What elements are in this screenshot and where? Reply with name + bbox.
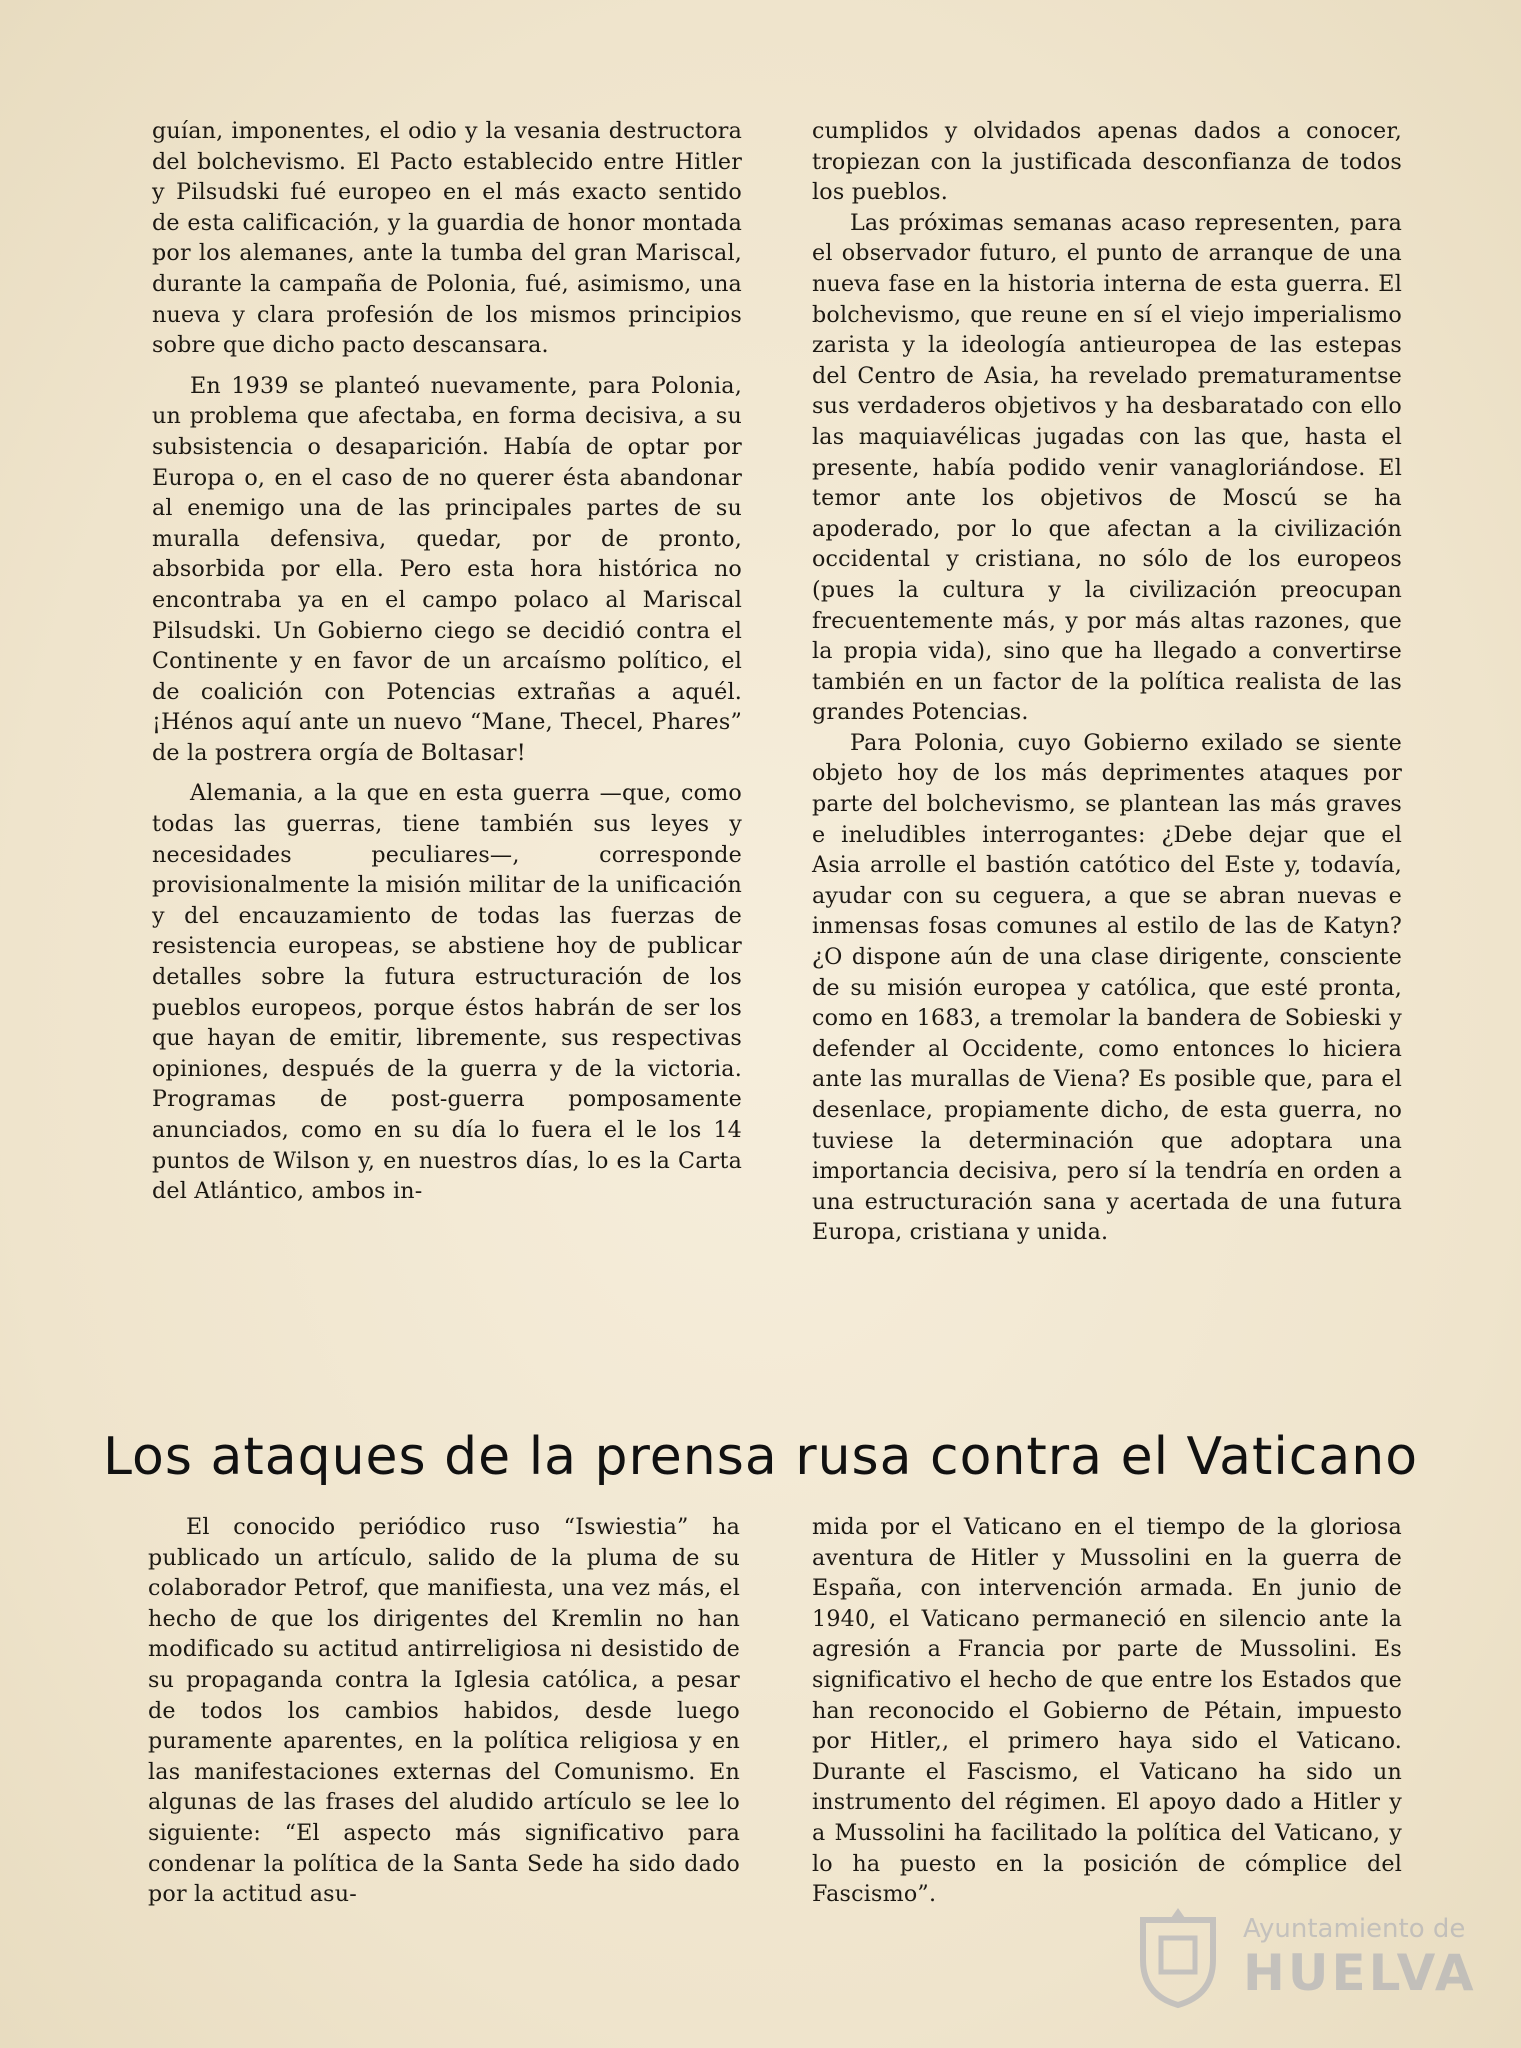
ayuntamiento-watermark	[1123, 1900, 1483, 2010]
coat-of-arms-icon	[1123, 1900, 1233, 2010]
paragraph: Alemania, a la que en esta guerra —que, como todas las guerras, tiene también sus leyes y necesidades peculiares—, corresponde provisionalmente la misión militar de la unificación y del encauzamiento de todas las fuerzas de resistencia europeas, se abstiene hoy de publicar detalles sobre la futura estructuración de los pueblos europeos, porque éstos habrán de ser los que hayan de emitir, libremente, sus respectivas opiniones, después de la guerra y de la victoria. Programas de post-guerra pomposamente anunciados, como en su día lo fuera el le los 14 puntos de Wilson y, en nuestros días, lo es la Carta del Atlántico, ambos in-	[152, 780, 742, 1205]
top-left-column	[152, 116, 742, 1207]
watermark-line-1: Ayuntamiento de	[1243, 1914, 1466, 1944]
top-right-column	[812, 116, 1402, 1248]
watermark-line-2: HUELVA	[1243, 1944, 1477, 2002]
paragraph: En 1939 se planteó nuevamente, para Polonia, un problema que afectaba, en forma decisiva, a su subsistencia o desaparición. Había de optar por Europa o, en el caso de no querer ésta abandonar al enemigo una de las principales partes de su muralla defensiva, quedar, por de pronto, absorbida por ella. Pero esta hora histórica no encontraba ya en el campo polaco al Mariscal Pilsudski. Un Gobierno ciego se decidió contra el Continente y en favor de un arcaísmo político, el de coalición con Potencias extrañas a aquél. ¡Hénos aquí ante un nuevo “Mane, Thecel, Phares” de la postrera orgía de Boltasar!	[152, 372, 742, 766]
paragraph: cumplidos y olvidados apenas dados a conocer, tropiezan con la justificada desconfianza de todos los pueblos.	[812, 118, 1402, 206]
article-headline: Los ataques de la prensa rusa contra el Vaticano	[102, 1426, 1419, 1487]
bottom-right-column	[812, 1512, 1402, 1910]
paragraph: mida por el Vaticano en el tiempo de la gloriosa aventura de Hitler y Mussolini en la guerra de España, con intervención armada. En junio de 1940, el Vaticano permaneció en silencio ante la agresión a Francia por parte de Mussolini. Es significativo el hecho de que entre los Estados que han reconocido el Gobierno de Pétain, impuesto por Hitler,, el primero haya sido el Vaticano. Durante el Fascismo, el Vaticano ha sido un instrumento del régimen. El apoyo dado a Hitler y a Mussolini ha facilitado la política del Vaticano, y lo ha puesto en la posición de cómplice del Fascismo”.	[812, 1514, 1402, 1908]
bottom-left-column	[148, 1512, 740, 1910]
paragraph: Para Polonia, cuyo Gobierno exilado se siente objeto hoy de los más deprimentes ataques por parte del bolchevismo, se plantean las más graves e ineludibles interrogantes: ¿Debe dejar que el Asia arrolle el bastión catótico del Este y, todavía, ayudar con su ceguera, a que se abran nuevas e inmensas fosas comunes al estilo de las de Katyn? ¿O dispone aún de una clase dirigente, consciente de su misión europea y católica, que esté pronta, como en 1683, a tremolar la bandera de Sobieski y defender al Occidente, como entonces lo hiciera ante las murallas de Viena? Es posible que, para el desenlace, propiamente dicho, de esta guerra, no tuviese la determinación que adoptara una importancia decisiva, pero sí la tendría en orden a una estructuración sana y acertada de una futura Europa, cristiana y unida.	[812, 729, 1402, 1246]
paragraph: guían, imponentes, el odio y la vesania destructora del bolchevismo. El Pacto establecido entre Hitler y Pilsudski fué europeo en el más exacto sentido de esta calificación, y la guardia de honor montada por los alemanes, ante la tumba del gran Mariscal, durante la campaña de Polonia, fué, asimismo, una nueva y clara profesión de los mismos principios sobre que dicho pacto descansara.	[152, 118, 742, 359]
paragraph: Las próximas semanas acaso representen, para el observador futuro, el punto de arranque de una nueva fase en la historia interna de esta guerra. El bolchevismo, que reune en sí el viejo imperialismo zarista y la ideología antieuropea de las estepas del Centro de Asia, ha revelado prematuramentse sus verdaderos objetivos y ha desbaratado con ello las maquiavélicas jugadas con las que, hasta el presente, había podido venir vanagloriándose. El temor ante los objetivos de Moscú se ha apoderado, por lo que afectan a la civilización occidental y cristiana, no sólo de los europeos (pues la cultura y la civilización preocupan frecuentemente más, y por más altas razones, que la propia vida), sino que ha llegado a convertirse también en un factor de la política realista de las grandes Potencias.	[812, 209, 1402, 726]
paragraph: El conocido periódico ruso “Iswiestia” ha publicado un artículo, salido de la pluma de su colaborador Petrof, que manifiesta, una vez más, el hecho de que los dirigentes del Kremlin no han modificado su actitud antirreligiosa ni desistido de su propaganda contra la Iglesia católica, a pesar de todos los cambios habidos, desde luego puramente aparentes, en la política religiosa y en las manifestaciones externas del Comunismo. En algunas de las frases del aludido artículo se lee lo siguiente: “El aspecto más significativo para condenar la política de la Santa Sede ha sido dado por la actitud asu-	[148, 1514, 740, 1908]
